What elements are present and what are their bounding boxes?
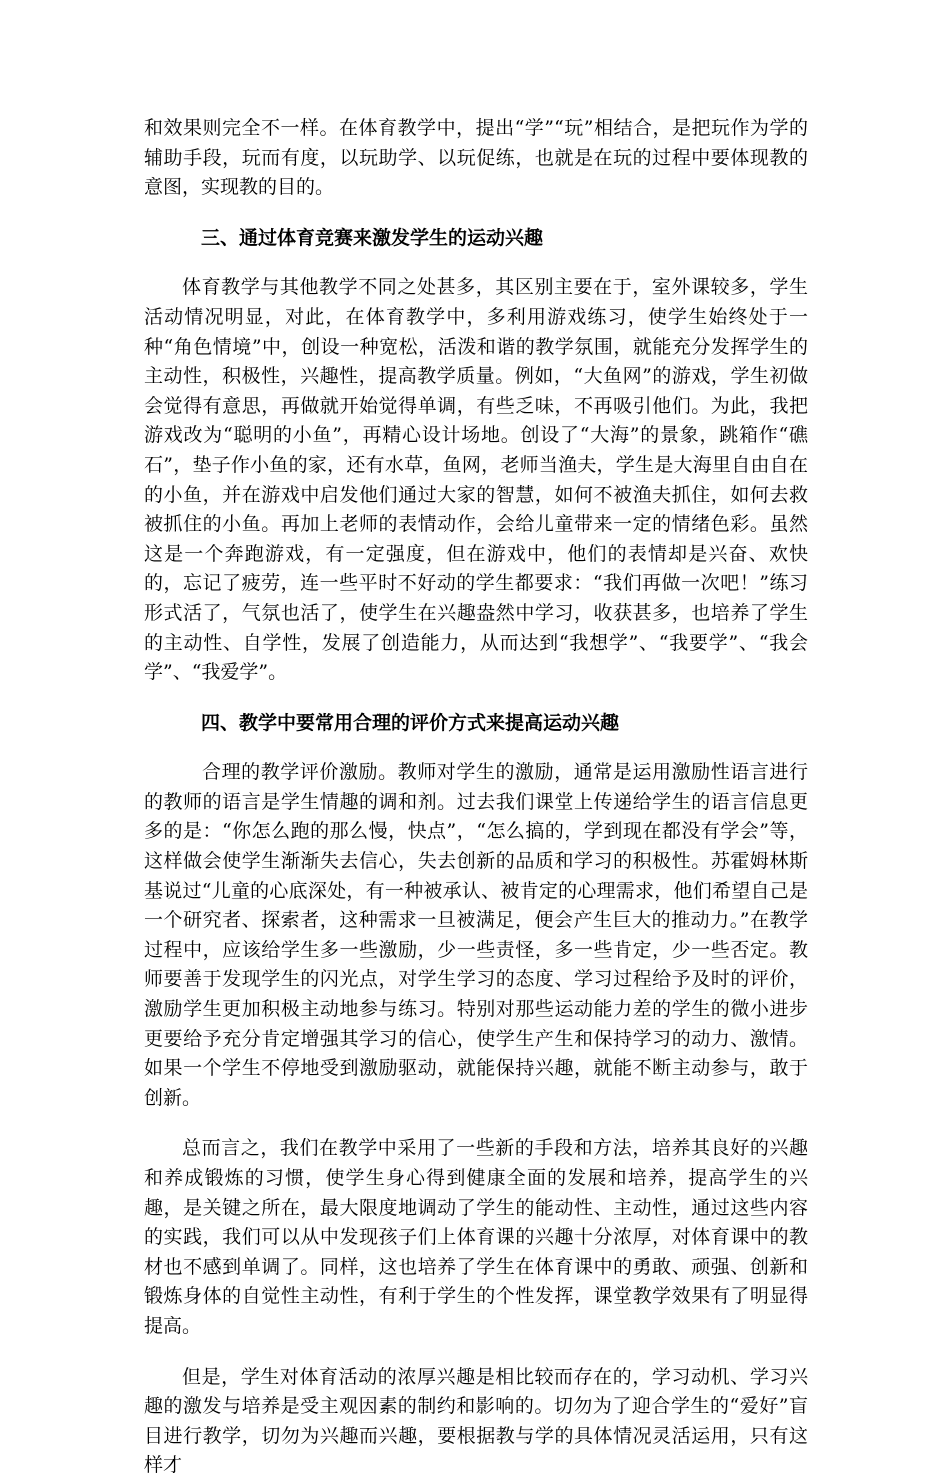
spacer: [144, 1342, 808, 1363]
paragraph-final: 但是，学生对体育活动的浓厚兴趣是相比较而存在的，学习动机、学习兴趣的激发与培养是受主观因素的制约和影响的。切勿为了迎合学生的“爱好”盲目进行教学，切勿为兴趣而兴趣，要根据教与学的具体情况灵活运用，只有这样才: [144, 1365, 808, 1477]
paragraph-continuation: 和效果则完全不一样。在体育教学中，提出“学”“玩”相结合，是把玩作为学的辅助手段，玩而有度，以玩助学、以玩促练，也就是在玩的过程中要体现教的意图，实现教的目的。: [144, 117, 808, 199]
document-page: [144, 114, 808, 1481]
paragraph-section-3: 体育教学与其他教学不同之处甚多，其区别主要在于，室外课较多，学生活动情况明显，对此，在体育教学中，多利用游戏练习，使学生始终处于一种“角色情境”中，创设一种宽松，活泼和谐的教学氛围，就能充分发挥学生的主动性，积极性，兴趣性，提高教学质量。例如，“大鱼网”的游戏，学生初做会觉得有意思，再做就开始觉得单调，有些乏味，不再吸引他们。为此，我把游戏改为“聪明的小鱼”，再精心设计场地。创设了“大海”的景象，跳箱作“礁石”，垫子作小鱼的家，还有水草，鱼网，老师当渔夫，学生是大海里自由自在的小鱼，并在游戏中启发他们通过大家的智慧，如何不被渔夫抓住，如何去救被抓住的小鱼。再加上老师的表情动作，会给儿童带来一定的情绪色彩。虽然这是一个奔跑游戏，有一定强度，但在游戏中，他们的表情却是兴奋、欢快的，忘记了疲劳，连一些平时不好动的学生都要求：“我们再做一次吧！”练习形式活了，气氛也活了，使学生在兴趣盎然中学习，收获甚多，也培养了学生的主动性、自学性，发展了创造能力，从而达到“我想学”、“我要学”、“我会学”、“我爱学”。: [144, 276, 808, 684]
spacer: [144, 203, 808, 224]
section-heading-4: 四、教学中要常用合理的评价方式来提高运动兴趣: [201, 711, 620, 734]
section-heading-3: 三、通过体育竞赛来激发学生的运动兴趣: [201, 226, 544, 249]
paragraph-section-4: 合理的教学评价激励。教师对学生的激励，通常是运用激励性语言进行的教师的语言是学生情趣的调和剂。过去我们课堂上传递给学生的语言信息更多的是：“你怎么跑的那么慢，快点”，“怎么搞的，学到现在都没有学会”等，这样做会使学生渐渐失去信心，失去创新的品质和学习的积极性。苏霍姆林斯基说过“儿童的心底深处，有一种被承认、被肯定的心理需求，他们希望自己是一个研究者、探索者，这种需求一旦被满足，便会产生巨大的推动力。”在教学过程中，应该给学生多一些激励，少一些责怪，多一些肯定，少一些否定。教师要善于发现学生的闪光点，对学生学习的态度、学习过程给予及时的评价，激励学生更加积极主动地参与练习。特别对那些运动能力差的学生的微小进步更要给予充分肯定增强其学习的信心，使学生产生和保持学习的动力、激情。如果一个学生不停地受到激励驱动，就能保持兴趣，就能不断主动参与，敢于创新。: [144, 761, 808, 1109]
spacer: [144, 253, 808, 273]
spacer: [144, 688, 808, 709]
spacer: [144, 1113, 808, 1134]
paragraph-summary: 总而言之，我们在教学中采用了一些新的手段和方法，培养其良好的兴趣和养成锻炼的习惯，使学生身心得到健康全面的发展和培养，提高学生的兴趣，是关键之所在，最大限度地调动了学生的能动性、主动性，通过这些内容的实践，我们可以从中发现孩子们上体育课的兴趣十分浓厚，对体育课中的教材也不感到单调了。同样，这也培养了学生在体育课中的勇敢、顽强、创新和锻炼身体的自觉性主动性，有利于学生的个性发挥，课堂教学效果有了明显得提高。: [144, 1137, 808, 1337]
spacer: [144, 738, 808, 758]
